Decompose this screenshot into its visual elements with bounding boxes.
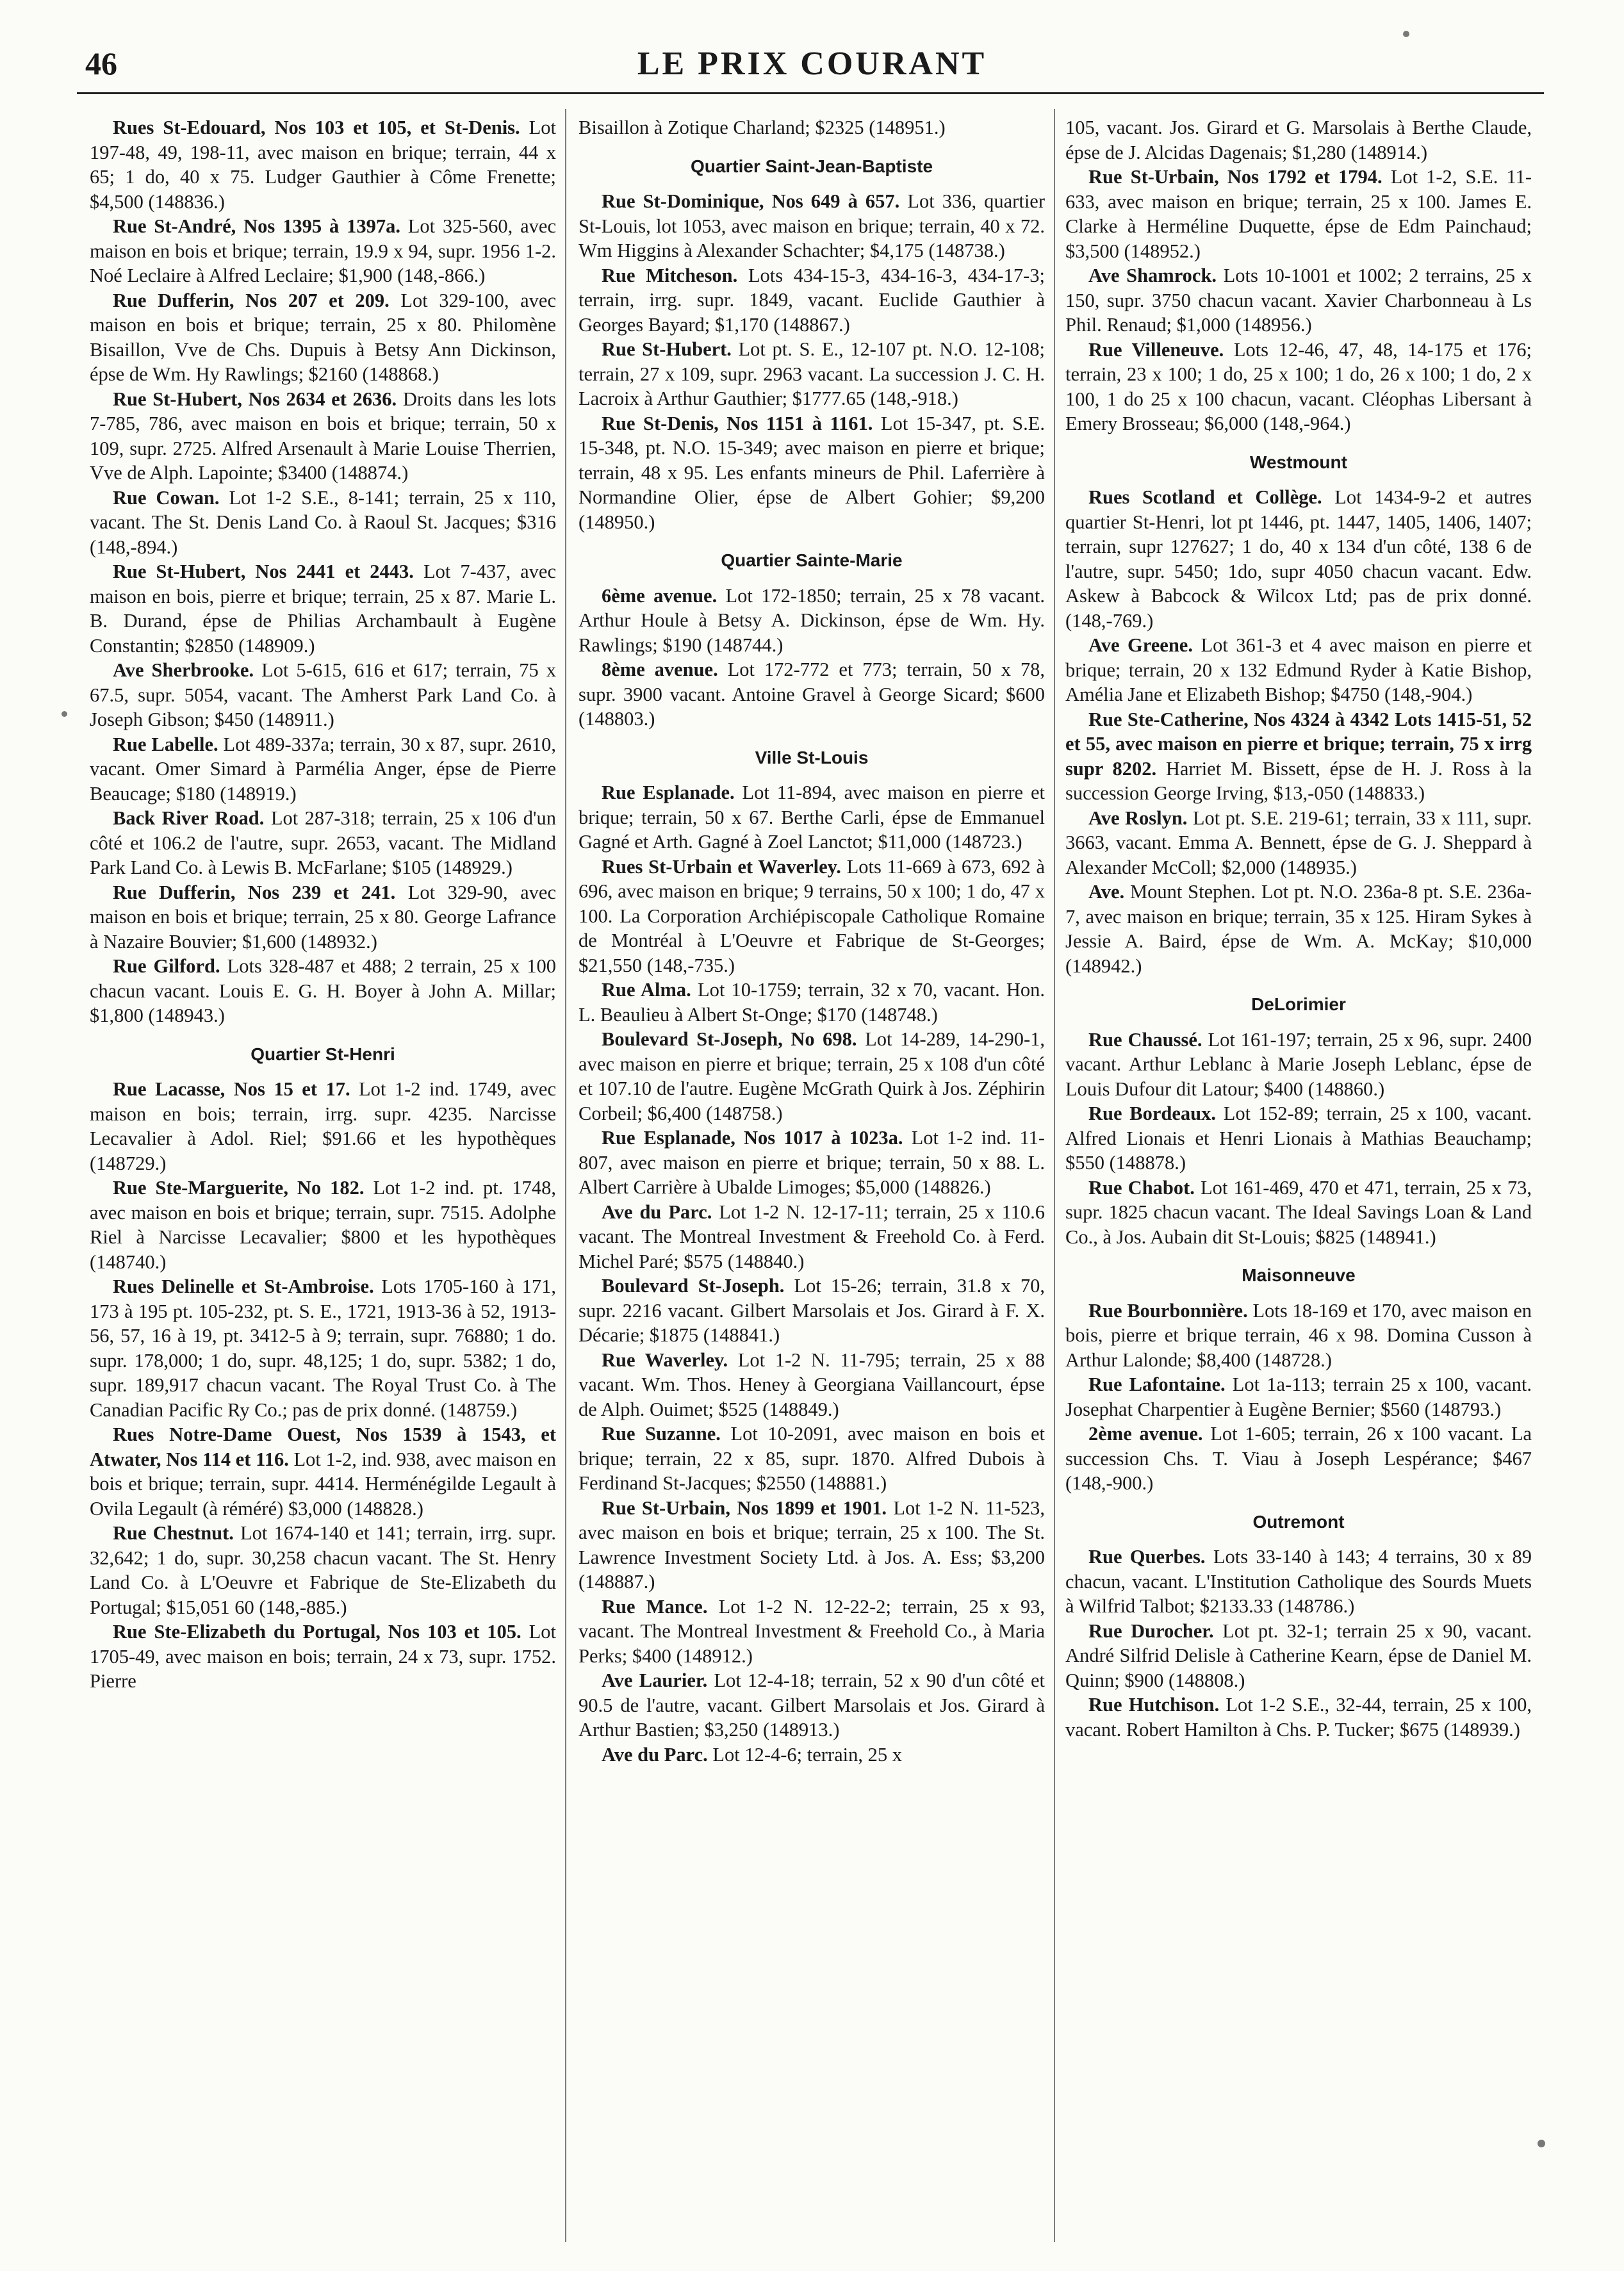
listing-entry: Rue St-Hubert. Lot pt. S. E., 12-107 pt. N.O. 12-108; terrain, 27 x 109, supr. 2963 vacant. La succession J. C. H. Lacroix à Arthur Gauthier; $1777.65 (148,-918.)	[578, 338, 1045, 409]
section-heading: Quartier Saint-Jean-Baptiste	[690, 156, 933, 176]
listing-entry: Rue Ste-Elizabeth du Portugal, Nos 103 et 105. Lot 1705-49, avec maison en bois; terrain, 24 x 73, supr. 1752. Pierre	[90, 1621, 556, 1692]
column-3	[1065, 115, 1532, 1742]
page-number: 46	[85, 45, 117, 81]
listing-entry: Rue Mitcheson. Lots 434-15-3, 434-16-3, 434-17-3; terrain, irrg. supr. 1849, vacant. Euclide Gauthier à Georges Bayard; $1,170 (148867.)	[578, 264, 1045, 336]
listing-entry: Rues Notre-Dame Ouest, Nos 1539 à 1543, et Atwater, Nos 114 et 116. Lot 1-2, ind. 938, avec maison en bois et brique; terrain, supr. 4414. Herménégilde Legault à Ovila Legault (à réméré) $3,000 (148828.)	[90, 1423, 556, 1520]
listing-entry: Rue Querbes. Lots 33-140 à 143; 4 terrains, 30 x 89 chacun, vacant. L'Institution Catholique des Sourds Muets à Wilfrid Talbot; $2133.33 (148786.)	[1065, 1546, 1532, 1617]
listing-entry: Rue St-Hubert, Nos 2634 et 2636. Droits dans les lots 7-785, 786, avec maison en bois et brique; terrain, 50 x 109, supr. 2725. Alfred Arsenault à Marie Louise Therrien, Vve de Alph. Lapointe; $3400 (148874.)	[90, 388, 556, 484]
listing-entry: Rue Dufferin, Nos 239 et 241. Lot 329-90, avec maison en bois et brique; terrain, 25 x 80. George Lafrance à Nazaire Bouvier; $1,600 (148932.)	[90, 881, 556, 953]
listing-entry: Rue Lafontaine. Lot 1a-113; terrain 25 x 100, vacant. Josephat Charpentier à Eugène Bernier; $560 (148793.)	[1065, 1373, 1532, 1420]
listing-entry: Rue Alma. Lot 10-1759; terrain, 32 x 70, vacant. Hon. L. Beaulieu à Albert St-Onge; $170 (148748.)	[578, 979, 1046, 1026]
listing-entry: Rue St-Hubert, Nos 2441 et 2443. Lot 7-437, avec maison en bois, pierre et brique; terrain, 25 x 87. Marie L. B. Durand, épse de Philias Archambault à Eugène Constantin; $2850 (148909.)	[90, 561, 557, 657]
header-rule	[77, 92, 1544, 94]
section-heading: DeLorimier	[1251, 994, 1346, 1014]
listing-entry: Rue Lacasse, Nos 15 et 17. Lot 1-2 ind. 1749, avec maison en bois; terrain, irrg. supr. 4235. Narcisse Lecavalier à Adol. Riel; $91.66 et les hypothèques (148729.)	[90, 1078, 556, 1174]
listing-entry: Rue Dufferin, Nos 207 et 209. Lot 329-100, avec maison en bois et brique; terrain, 25 x 80. Philomène Bisaillon, Vve de Chs. Dupuis à Betsy Ann Dickinson, épse de Wm. Hy Rawlings; $2160 (148868.)	[90, 289, 556, 385]
listing-entry: Ave Sherbrooke. Lot 5-615, 616 et 617; terrain, 75 x 67.5, supr. 5054, vacant. The Amherst Park Land Co. à Joseph Gibson; $450 (148911.)	[90, 659, 556, 730]
section-heading: Quartier St-Henri	[250, 1044, 395, 1064]
listing-entry: Rue Bourbonnière. Lots 18-169 et 170, avec maison en bois, pierre et brique terrain, 46 x 98. Domina Cusson à Arthur Lalonde; $8,400 (148728.)	[1065, 1299, 1532, 1371]
page-header	[0, 45, 1624, 90]
listing-entry: 8ème avenue. Lot 172-772 et 773; terrain, 50 x 78, supr. 3900 vacant. Antoine Gravel à George Sicard; $600 (148803.)	[578, 659, 1045, 730]
listing-entry: 105, vacant. Jos. Girard et G. Marsolais à Berthe Claude, épse de J. Alcidas Dagenais; $1,280 (148914.)	[1065, 117, 1532, 163]
listing-entry: Rue Chaussé. Lot 161-197; terrain, 25 x 96, supr. 2400 vacant. Arthur Leblanc à Marie Joseph Leblanc, épse de Louis Dufour dit Latour; $400 (148860.)	[1065, 1028, 1532, 1100]
listing-entry: Ave Roslyn. Lot pt. S.E. 219-61; terrain, 33 x 111, supr. 3663, vacant. Emma A. Bennett, épse de G. J. Sheppard à Alexander McColl; $2,000 (148935.)	[1065, 807, 1532, 878]
listing-entry: Rue St-Urbain, Nos 1792 et 1794. Lot 1-2, S.E. 11-633, avec maison en brique; terrain, 25 x 100. James E. Clarke à Herméline Duquette, épse de Edm Painchaud; $3,500 (148952.)	[1065, 166, 1532, 262]
listing-entry: Rue Ste-Catherine, Nos 4324 à 4342 Lots 1415-51, 52 et 55, avec maison en pierre et brique; terrain, 75 x irrg supr 8202. Harriet M. Bissett, épse de H. J. Ross à la succession George Irving, $13,-050 (148833.)	[1065, 708, 1532, 804]
listing-entry: Rue Esplanade, Nos 1017 à 1023a. Lot 1-2 ind. 11-807, avec maison en pierre et brique; terrain, 50 x 88. L. Albert Carrière à Ubalde Limoges; $5,000 (148826.)	[578, 1127, 1045, 1198]
listing-entry: 6ème avenue. Lot 172-1850; terrain, 25 x 78 vacant. Arthur Houle à Betsy A. Dickinson, épse de Wm. Hy. Rawlings; $190 (148744.)	[578, 584, 1045, 656]
listing-entry: Rue St-Urbain, Nos 1899 et 1901. Lot 1-2 N. 11-523, avec maison en bois et brique; terrain, 25 x 100. The St. Lawrence Investment Society Ltd. à Jos. A. Ess; $3,200 (148887.)	[578, 1496, 1046, 1593]
section-heading: Maisonneuve	[1242, 1265, 1356, 1285]
section-heading: Ville St-Louis	[755, 747, 869, 767]
listing-entry: Rue Cowan. Lot 1-2 S.E., 8-141; terrain, 25 x 110, vacant. The St. Denis Land Co. à Raoul St. Jacques; $316 (148,-894.)	[90, 486, 556, 558]
listing-entry: Rue Chestnut. Lot 1674-140 et 141; terrain, irrg. supr. 32,642; 1 do, supr. 30,258 chacun vacant. The St. Henry Land Co. à L'Oeuvre et Fabrique de Ste-Elizabeth du Portugal; $15,051 60 (148,-885.)	[90, 1522, 556, 1618]
listing-entry: Rue St-Dominique, Nos 649 à 657. Lot 336, quartier St-Louis, lot 1053, avec maison en brique; terrain, 40 x 72. Wm Higgins à Alexander Schachter; $4,175 (148738.)	[578, 190, 1045, 261]
listing-entry: Back River Road. Lot 287-318; terrain, 25 x 106 d'un côté et 106.2 de l'autre, supr. 2653, vacant. The Midland Park Land Co. à Lewis B. McFarlane; $105 (148929.)	[90, 807, 556, 878]
listing-entry: Rue Hutchison. Lot 1-2 S.E., 32-44, terrain, 25 x 100, vacant. Robert Hamilton à Chs. P. Tucker; $675 (148939.)	[1065, 1694, 1532, 1741]
listing-entry: Ave Greene. Lot 361-3 et 4 avec maison en pierre et brique; terrain, 20 x 132 Edmund Ryder à Katie Bishop, Amélia Jane et Elizabeth Bishop; $4750 (148,-904.)	[1065, 634, 1532, 705]
listing-entry: Boulevard St-Joseph, No 698. Lot 14-289, 14-290-1, avec maison en pierre et brique; terrain, 25 x 108 d'un côté et 107.10 de l'autre. Eugène McGrath Quirk à Jos. Zéphirin Corbeil; $6,400 (148758.)	[578, 1028, 1045, 1124]
ink-mark	[62, 711, 67, 717]
ink-mark	[1538, 2140, 1545, 2147]
listing-entry: Rue Chabot. Lot 161-469, 470 et 471, terrain, 25 x 73, supr. 1825 chacun vacant. The Ideal Savings Loan & Land Co., à Jos. Aubain dit St-Louis; $825 (148941.)	[1065, 1176, 1532, 1248]
listing-entry: Rues Scotland et Collège. Lot 1434-9-2 et autres quartier St-Henri, lot pt 1446, pt. 1447, 1405, 1406, 1407; terrain, supr 127627; 1 do, 40 x 134 d'un côté, 138 6 de l'autre, supr. 5450; 1do, supr 4050 chacun vacant. Edw. Askew à Babcock & Wilcox Ltd; pas de prix donné. (148,-769.)	[1065, 486, 1532, 632]
listing-entry: Rue Ste-Marguerite, No 182. Lot 1-2 ind. pt. 1748, avec maison en bois et brique; terrain, supr. 7515. Adolphe Riel à Narcisse Lecavalier; $800 et les hypothèques (148740.)	[90, 1177, 556, 1273]
listing-entry: Rue St-Denis, Nos 1151 à 1161. Lot 15-347, pt. S.E. 15-348, pt. N.O. 15-349; avec maison en pierre et brique; terrain, 48 x 95. Les enfants mineurs de Phil. Laferrière à Normandine Olier, épse de Albert Gohier; $9,200 (148950.)	[578, 412, 1045, 533]
column-divider	[1054, 109, 1055, 2242]
column-divider	[565, 109, 566, 2242]
listing-entry: Ave. Mount Stephen. Lot pt. N.O. 236a-8 pt. S.E. 236a-7, avec maison en brique; terrain, 35 x 125. Hiram Sykes à Jessie A. Baird, épse de Wm. A. McKay; $10,000 (148942.)	[1065, 881, 1532, 977]
section-heading: Westmount	[1250, 452, 1347, 472]
listing-entry: Rue Labelle. Lot 489-337a; terrain, 30 x 87, supr. 2610, vacant. Omer Simard à Parmélia Anger, épse de Pierre Beaucage; $180 (148919.)	[90, 733, 557, 805]
listing-entry: Ave du Parc. Lot 1-2 N. 12-17-11; terrain, 25 x 110.6 vacant. The Montreal Investment & Freehold Co. à Ferd. Michel Paré; $575 (148840.)	[578, 1201, 1045, 1272]
listing-entry: 2ème avenue. Lot 1-605; terrain, 26 x 100 vacant. La succession Chs. T. Viau à Joseph Lespérance; $467 (148,-900.)	[1065, 1423, 1532, 1494]
listing-entry: Rue St-André, Nos 1395 à 1397a. Lot 325-560, avec maison en bois et brique; terrain, 19.9 x 94, supr. 1956 1-2. Noé Leclaire à Alfred Leclaire; $1,900 (148,-866.)	[90, 215, 556, 286]
section-heading: Quartier Sainte-Marie	[721, 550, 903, 570]
ink-mark	[1403, 31, 1409, 37]
listing-entry: Rue Suzanne. Lot 10-2091, avec maison en bois et brique; terrain, 22 x 85, supr. 1870. Alfred Dubois à Ferdinand St-Jacques; $2550 (148881.)	[578, 1423, 1046, 1494]
column-2	[578, 115, 1045, 1767]
listing-entry: Bisaillon à Zotique Charland; $2325 (148951.)	[578, 117, 946, 138]
listing-entry: Rues Delinelle et St-Ambroise. Lots 1705-160 à 171, 173 à 195 pt. 105-232, pt. S. E., 1721, 1913-36 à 52, 1913-56, 57, 16 à 19, pt. 3412-5 à 9; terrain, supr. 76880; 1 do. supr. 178,000; 1 do, supr. 48,125; 1 do, supr. 5382; 1 do, supr. 189,917 chacun vacant. The Royal Trust Co. à The Canadian Pacific Ry Co.; pas de prix donné. (148759.)	[90, 1275, 557, 1421]
listing-entry: Rue Gilford. Lots 328-487 et 488; 2 terrain, 25 x 100 chacun vacant. Louis E. G. H. Boyer à John A. Millar; $1,800 (148943.)	[90, 955, 557, 1026]
listing-entry: Boulevard St-Joseph. Lot 15-26; terrain, 31.8 x 70, supr. 2216 vacant. Gilbert Marsolais et Jos. Girard à F. X. Décarie; $1875 (148841.)	[578, 1275, 1045, 1346]
section-heading: Outremont	[1252, 1511, 1345, 1532]
listing-entry: Rues St-Edouard, Nos 103 et 105, et St-Denis. Lot 197-48, 49, 198-11, avec maison en brique; terrain, 44 x 65; 1 do, 40 x 75. Ludger Gauthier à Côme Frenette; $4,500 (148836.)	[90, 117, 556, 213]
listing-entry: Rue Villeneuve. Lots 12-46, 47, 48, 14-175 et 176; terrain, 23 x 100; 1 do, 25 x 100; 1 do, 26 x 100; 1 do, 2 x 100, 1 do 25 x 100 chacun, vacant. Cléophas Libersant à Emery Brosseau; $6,000 (148,-964.)	[1065, 338, 1532, 434]
listing-entry: Ave du Parc. Lot 12-4-6; terrain, 25 x	[602, 1743, 902, 1766]
listing-entry: Rue Mance. Lot 1-2 N. 12-22-2; terrain, 25 x 93, vacant. The Montreal Investment & Freehold Co., à Maria Perks; $400 (148912.)	[578, 1595, 1045, 1667]
listing-entry: Ave Laurier. Lot 12-4-18; terrain, 52 x 90 d'un côté et 90.5 de l'autre, vacant. Gilbert Marsolais et Jos. Girard à Arthur Bastien; $3,250 (148913.)	[578, 1669, 1045, 1741]
listing-entry: Rue Durocher. Lot pt. 32-1; terrain 25 x 90, vacant. André Silfrid Delisle à Catherine Kearn, épse de Daniel M. Quinn; $900 (148808.)	[1065, 1619, 1532, 1691]
listing-entry: Ave Shamrock. Lots 10-1001 et 1002; 2 terrains, 25 x 150, supr. 3750 chacun vacant. Xavier Charbonneau à Ls Phil. Renaud; $1,000 (148956.)	[1065, 265, 1532, 336]
page-title: LE PRIX COURANT	[637, 45, 987, 82]
listing-entry: Rue Waverley. Lot 1-2 N. 11-795; terrain, 25 x 88 vacant. Wm. Thos. Heney à Georgiana Vaillancourt, épse de Alph. Ouimet; $525 (148849.)	[578, 1349, 1045, 1420]
listing-entry: Rue Esplanade. Lot 11-894, avec maison en pierre et brique; terrain, 50 x 67. Berthe Carli, épse de Emmanuel Gagné et Arth. Gagné à Zoel Lanctot; $11,000 (148723.)	[578, 782, 1045, 853]
listing-entry: Rue Bordeaux. Lot 152-89; terrain, 25 x 100, vacant. Alfred Lionais et Henri Lionais à Mathias Beauchamp; $550 (148878.)	[1065, 1103, 1532, 1174]
column-1	[90, 115, 556, 1694]
listing-entry: Rues St-Urbain et Waverley. Lots 11-669 à 673, 692 à 696, avec maison en brique; 9 terrains, 50 x 100; 1 do, 47 x 100. La Corporation Archiépiscopale Catholique Romaine de Montréal à L'Oeuvre et Fabrique de St-Georges; $21,550 (148,-735.)	[578, 855, 1046, 976]
